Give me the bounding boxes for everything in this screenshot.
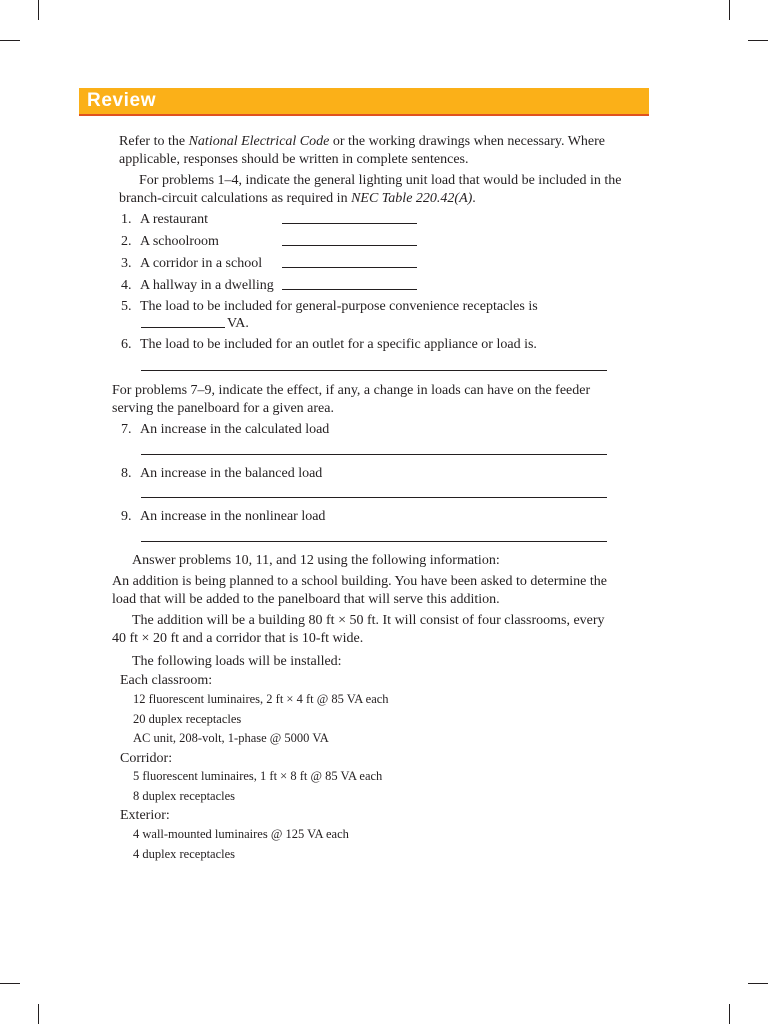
classroom-load-item: AC unit, 208-volt, 1-phase @ 5000 VA	[133, 731, 329, 745]
feeder-intro-line-1: For problems 7–9, indicate the effect, if any, a change in loads can have on the feeder	[112, 383, 591, 398]
problem-number: 5.	[121, 299, 132, 314]
problem-3-text: A corridor in a school	[140, 256, 263, 271]
crop-mark	[748, 40, 768, 41]
problem-9-text: An increase in the nonlinear load	[140, 509, 326, 524]
classroom-load-item: 20 duplex receptacles	[133, 712, 242, 726]
scenario-addition-line-1: An addition is being planned to a school building. You have been asked to determine the	[112, 574, 607, 589]
corridor-load-item: 8 duplex receptacles	[133, 789, 236, 803]
corridor-heading: Corridor:	[120, 751, 173, 766]
review-title: Review	[87, 90, 157, 111]
loads-intro: The following loads will be installed:	[132, 654, 342, 669]
intro-line-1: Refer to the National Electrical Code or the working drawings when necessary. Where	[119, 134, 605, 149]
problem-number: 1.	[121, 212, 132, 227]
exterior-heading: Exterior:	[120, 808, 170, 823]
corridor-load-item: 5 fluorescent luminaires, 1 ft × 8 ft @ 85 VA each	[133, 769, 383, 783]
problem-number: 8.	[121, 466, 132, 481]
problem-6-text: The load to be included for an outlet for a specific appliance or load is.	[140, 337, 537, 352]
problem-7-text: An increase in the calculated load	[140, 422, 330, 437]
scenario-answer-line: Answer problems 10, 11, and 12 using the following information:	[132, 553, 500, 568]
crop-mark	[0, 40, 20, 41]
review-header-bar	[79, 88, 649, 116]
problem-number: 4.	[121, 278, 132, 293]
problem-number: 3.	[121, 256, 132, 271]
problem-number: 7.	[121, 422, 132, 437]
crop-mark	[38, 0, 39, 20]
answer-blank-5[interactable]	[141, 327, 225, 328]
scenario-building-line-1: The addition will be a building 80 ft × 50 ft. It will consist of four classrooms, every	[132, 613, 605, 628]
crop-mark	[729, 0, 730, 20]
problem-4-text: A hallway in a dwelling	[140, 278, 274, 293]
answer-blank-7[interactable]	[141, 454, 607, 455]
crop-mark	[748, 983, 768, 984]
answer-blank-2[interactable]	[282, 245, 417, 246]
answer-blank-1[interactable]	[282, 223, 417, 224]
crop-mark	[729, 1004, 730, 1024]
answer-blank-4[interactable]	[282, 289, 417, 290]
classroom-load-item: 12 fluorescent luminaires, 2 ft × 4 ft @ 85 VA each	[133, 692, 389, 706]
problem-number: 2.	[121, 234, 132, 249]
feeder-intro-line-2: serving the panelboard for a given area.	[112, 401, 334, 416]
scenario-building-line-2: 40 ft × 20 ft and a corridor that is 10-ft wide.	[112, 631, 364, 646]
problem-number: 9.	[121, 509, 132, 524]
problem-8-text: An increase in the balanced load	[140, 466, 323, 481]
problem-5-suffix: VA.	[227, 316, 249, 331]
crop-mark	[38, 1004, 39, 1024]
intro-line-2: applicable, responses should be written in complete sentences.	[119, 152, 469, 167]
classroom-heading: Each classroom:	[120, 673, 213, 688]
answer-blank-9[interactable]	[141, 541, 607, 542]
problem-number: 6.	[121, 337, 132, 352]
scenario-addition-line-2: load that will be added to the panelboard that will serve this addition.	[112, 592, 500, 607]
exterior-load-item: 4 duplex receptacles	[133, 847, 236, 861]
problem-5-text: The load to be included for general-purpose convenience receptacles is	[140, 299, 538, 314]
answer-blank-3[interactable]	[282, 267, 417, 268]
answer-blank-8[interactable]	[141, 497, 607, 498]
lighting-intro-line-1: For problems 1–4, indicate the general lighting unit load that would be included in the	[139, 173, 622, 188]
exterior-load-item: 4 wall-mounted luminaires @ 125 VA each	[133, 827, 349, 841]
problem-2-text: A schoolroom	[140, 234, 219, 249]
lighting-intro-line-2: branch-circuit calculations as required in NEC Table 220.42(A).	[119, 191, 476, 206]
crop-mark	[0, 983, 20, 984]
answer-blank-6[interactable]	[141, 370, 607, 371]
problem-1-text: A restaurant	[140, 212, 209, 227]
